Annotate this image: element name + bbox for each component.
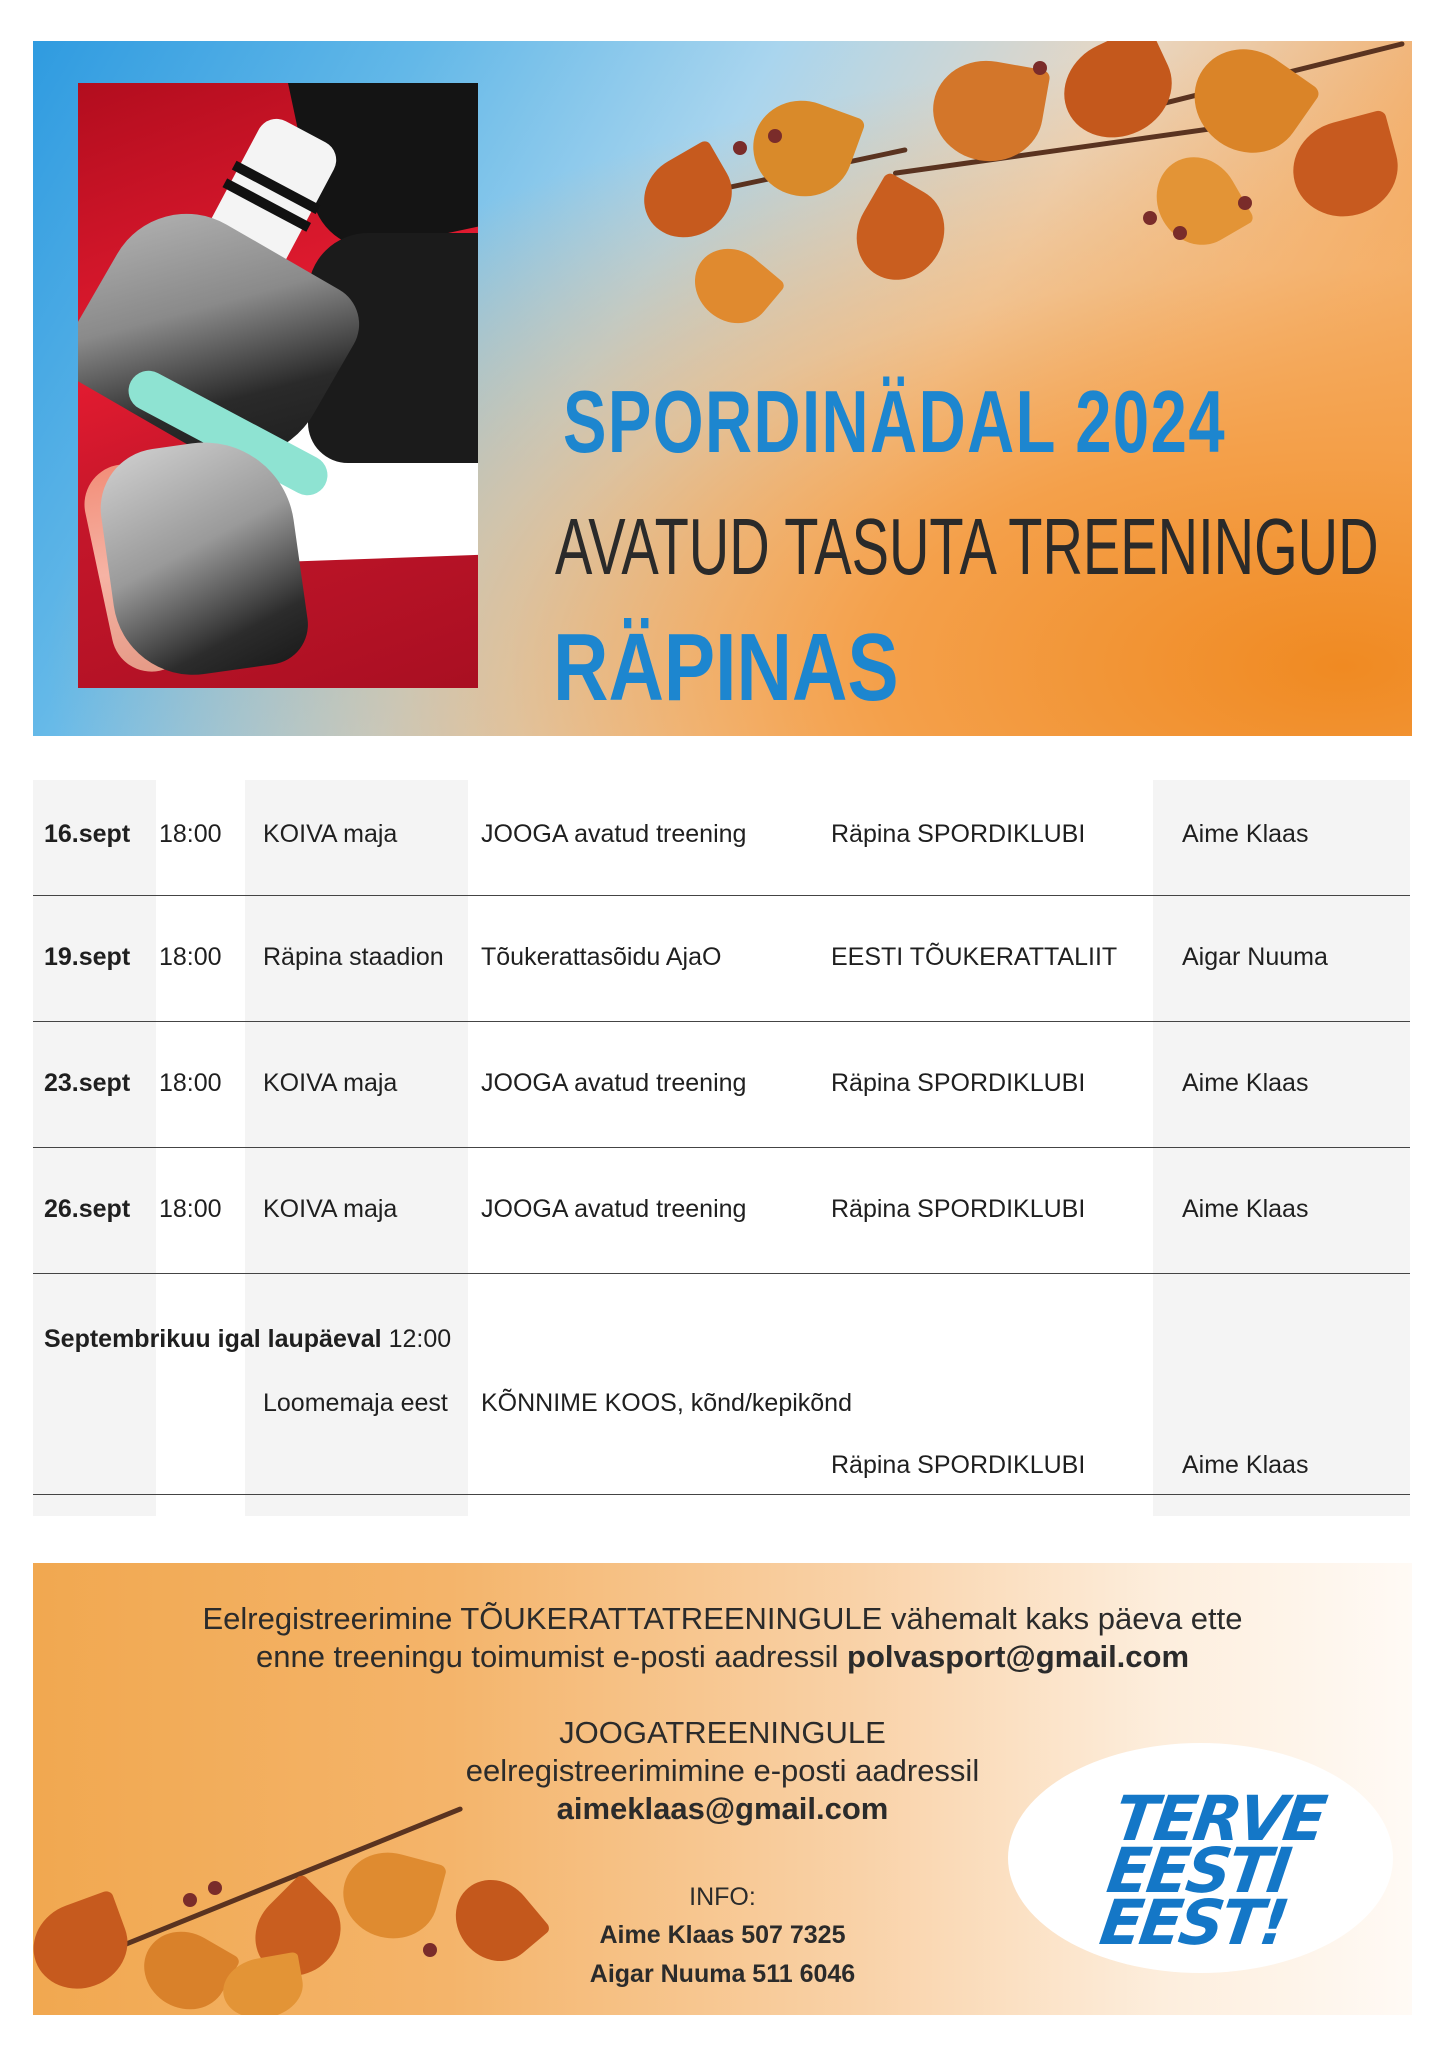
logo-text bbox=[1095, 1782, 1329, 1959]
logo-line: EESTI bbox=[1102, 1834, 1293, 1907]
organizer-cell: Räpina SPORDIKLUBI bbox=[831, 1069, 1086, 1097]
berry bbox=[1033, 61, 1047, 75]
leaf bbox=[1282, 109, 1408, 228]
table-row bbox=[33, 1273, 1410, 1495]
scooter-registration-line1: Eelregistreerimine TÕUKERATTATREENINGULE vähemalt kaks päeva ette bbox=[202, 1601, 1243, 1636]
logo-line: TERVE bbox=[1110, 1782, 1329, 1855]
date-cell: 26.sept bbox=[44, 1195, 131, 1223]
berry bbox=[768, 129, 782, 143]
instructor-cell: Aime Klaas bbox=[1182, 1069, 1309, 1097]
activity-cell: JOOGA avatud treening bbox=[481, 1069, 747, 1097]
header-banner bbox=[33, 41, 1412, 736]
table-row bbox=[33, 780, 1410, 896]
scooter-registration-text: enne treeningu toimumist e-posti aadressil bbox=[255, 1639, 839, 1674]
instructor-cell: Aime Klaas bbox=[1182, 1195, 1309, 1223]
yoga-registration-heading: JOOGATREENINGULE bbox=[559, 1715, 886, 1750]
date-cell: 23.sept bbox=[44, 1069, 131, 1097]
contact-aime: Aime Klaas 507 7325 bbox=[599, 1921, 846, 1949]
instructor-cell: Aigar Nuuma bbox=[1182, 943, 1328, 971]
time-cell: 18:00 bbox=[159, 1069, 222, 1097]
place-cell: Loomemaja eest bbox=[263, 1389, 448, 1417]
activity-cell: KÕNNIME KOOS, kõnd/kepikõnd bbox=[481, 1389, 852, 1417]
berry bbox=[733, 141, 747, 155]
info-label: INFO: bbox=[689, 1883, 756, 1911]
weekly-time: 12:00 bbox=[388, 1325, 452, 1353]
date-cell: 19.sept bbox=[44, 943, 131, 971]
table-row bbox=[33, 895, 1410, 1022]
place-cell: KOIVA maja bbox=[263, 1195, 398, 1223]
weekly-when-label: Septembrikuu igal laupäeval bbox=[44, 1325, 382, 1353]
event-subtitle: AVATUD TASUTA TREENINGUD bbox=[555, 502, 1379, 591]
berry bbox=[1173, 226, 1187, 240]
activity-cell: Tõukerattasõidu AjaO bbox=[481, 943, 722, 971]
time-cell: 18:00 bbox=[159, 820, 222, 848]
berry bbox=[1238, 196, 1252, 210]
sneaker-photo bbox=[78, 83, 478, 688]
berry bbox=[1143, 211, 1157, 225]
yoga-email-link[interactable]: aimeklaas@gmail.com bbox=[556, 1791, 889, 1826]
time-cell: 18:00 bbox=[159, 1195, 222, 1223]
table-row bbox=[33, 1021, 1410, 1148]
leaf bbox=[740, 87, 866, 210]
time-cell: 18:00 bbox=[159, 943, 222, 971]
organizer-cell: EESTI TÕUKERATTALIIT bbox=[831, 943, 1118, 971]
schedule-table bbox=[33, 780, 1410, 1516]
organizer-cell: Räpina SPORDIKLUBI bbox=[831, 1195, 1086, 1223]
event-location: RÄPINAS bbox=[553, 614, 899, 721]
contact-aigar: Aigar Nuuma 511 6046 bbox=[589, 1960, 856, 1988]
place-cell: KOIVA maja bbox=[263, 1069, 398, 1097]
leaf bbox=[1048, 41, 1188, 155]
activity-cell: JOOGA avatud treening bbox=[481, 1195, 747, 1223]
date-cell: 16.sept bbox=[44, 820, 131, 848]
event-title: SPORDINÄDAL 2024 bbox=[563, 372, 1227, 471]
leaf bbox=[680, 233, 786, 338]
place-cell: Räpina staadion bbox=[263, 943, 444, 971]
registration-info-panel bbox=[33, 1563, 1412, 2015]
place-cell: KOIVA maja bbox=[263, 820, 398, 848]
organizer-cell: Räpina SPORDIKLUBI bbox=[831, 820, 1086, 848]
yoga-registration-text: eelregistreerimimine e-posti aadressil bbox=[465, 1753, 980, 1788]
instructor-cell: Aime Klaas bbox=[1182, 820, 1309, 848]
scooter-registration-line2 bbox=[33, 1639, 1412, 1675]
logo-line: EEST! bbox=[1095, 1886, 1291, 1959]
instructor-cell: Aime Klaas bbox=[1182, 1451, 1309, 1479]
table-row bbox=[33, 1147, 1410, 1274]
leaf bbox=[840, 171, 961, 296]
weekly-when bbox=[44, 1325, 451, 1354]
leaf bbox=[629, 139, 747, 253]
organizer-cell: Räpina SPORDIKLUBI bbox=[831, 1451, 1086, 1479]
scooter-email-link[interactable]: polvasport@gmail.com bbox=[847, 1639, 1190, 1674]
activity-cell: JOOGA avatud treening bbox=[481, 820, 747, 848]
